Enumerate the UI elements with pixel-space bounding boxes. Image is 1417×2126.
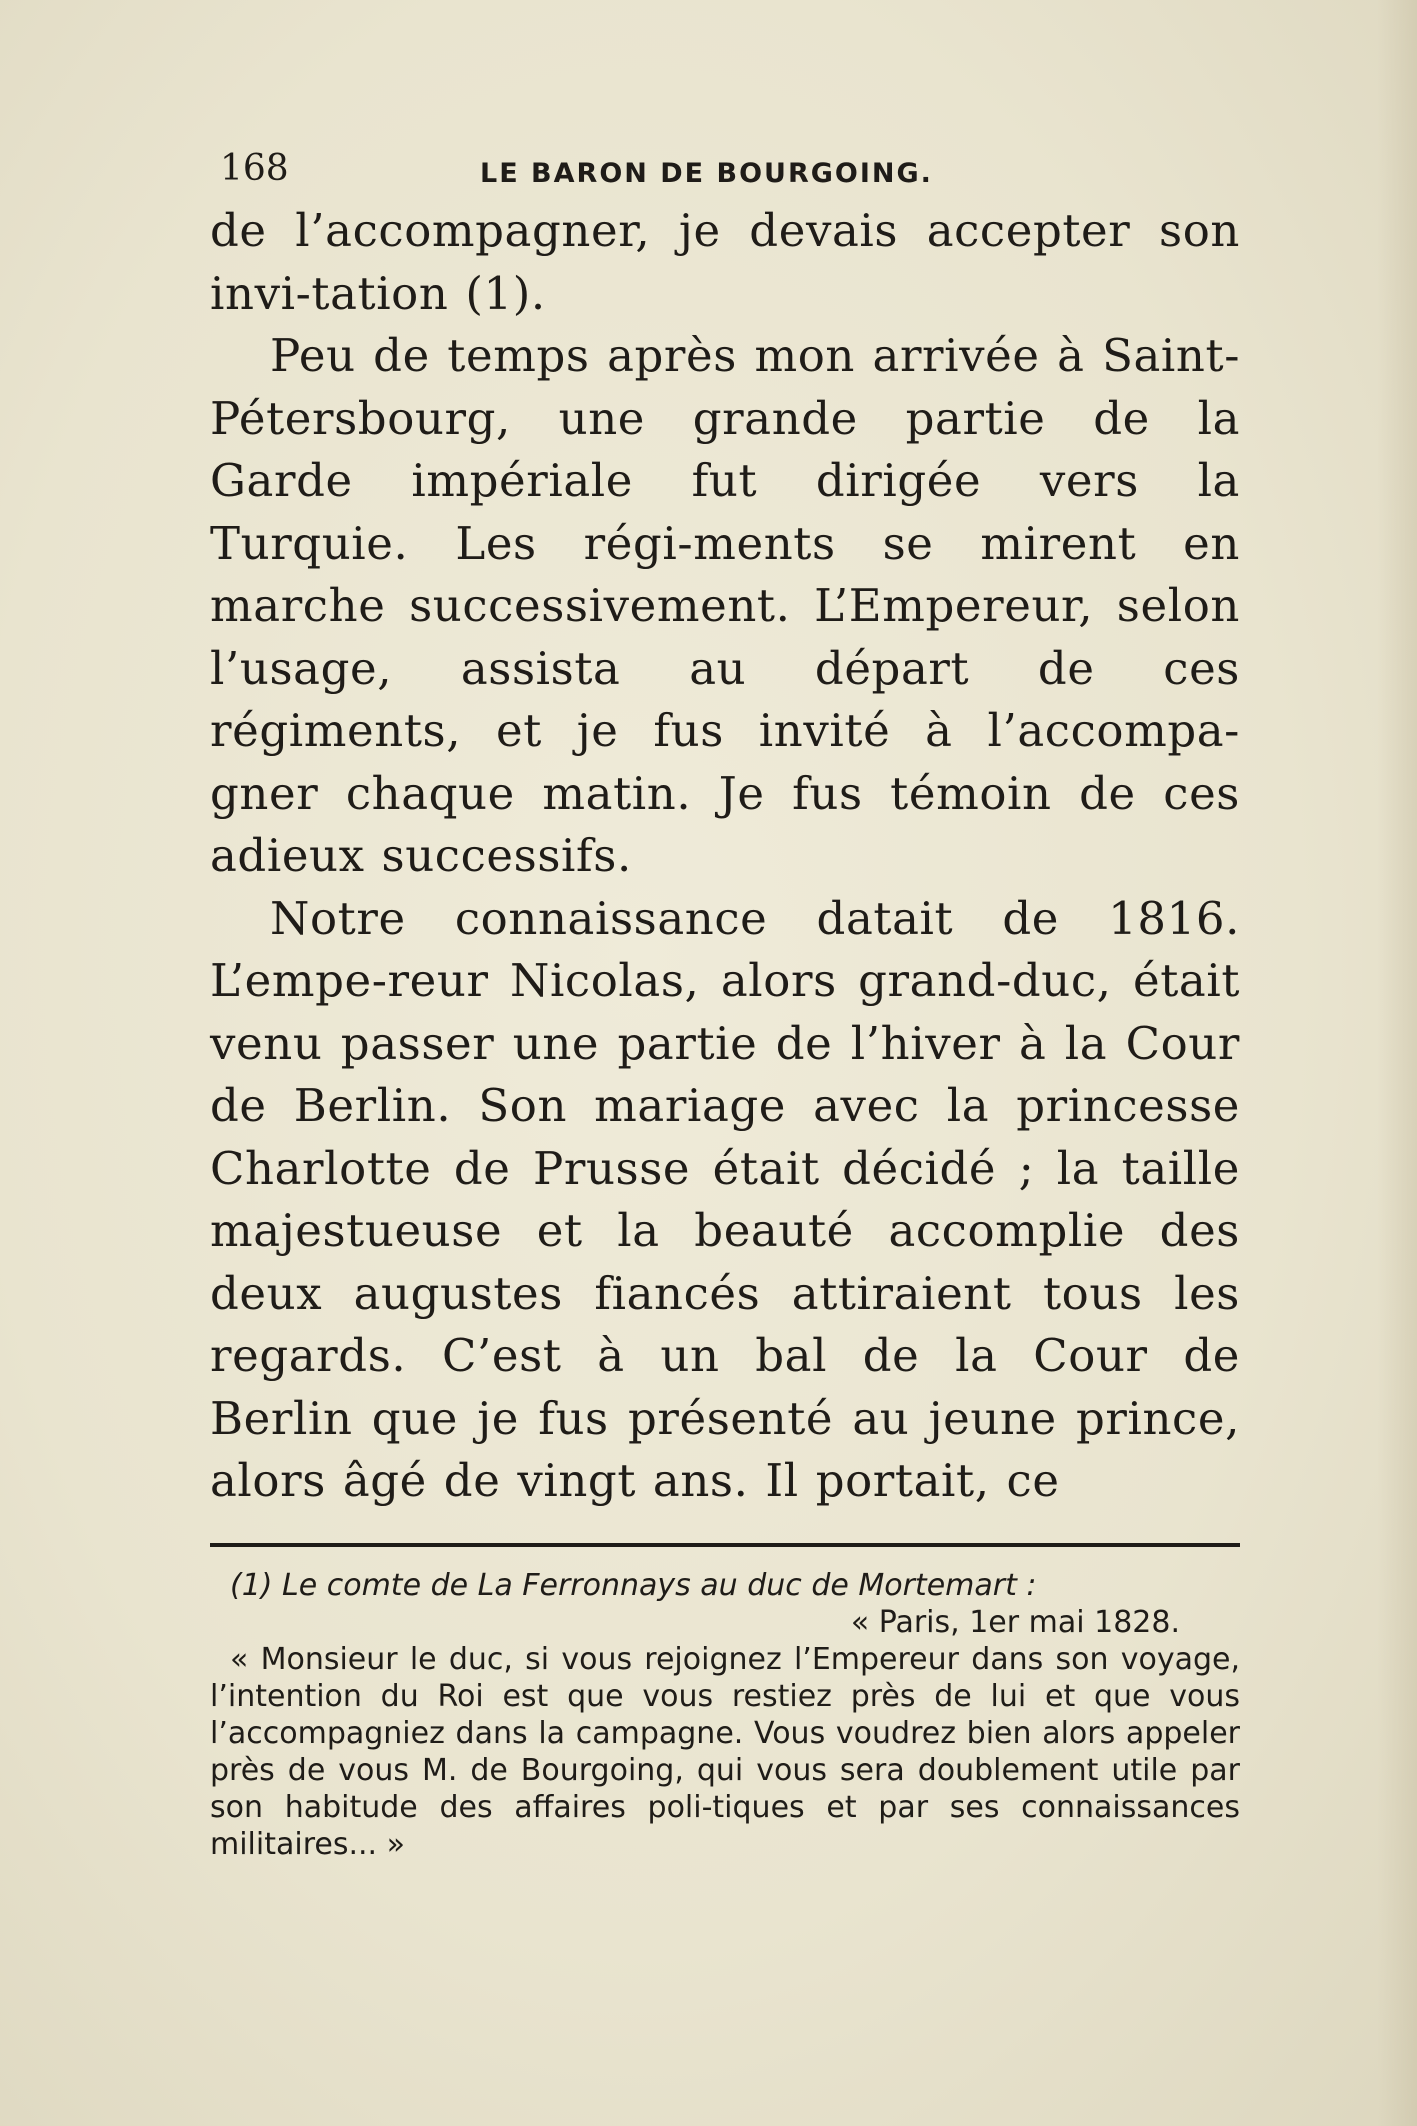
footnote [210,1567,1240,1863]
footnote-text: « Monsieur le duc, si vous rejoignez l’Empereur dans son voyage, l’intention du Roi est que vous restiez près de lui et que vous l’accompagniez dans la campagne. Vous voudrez bien alors appeler près de vous M. de Bourgoing, qui vous sera doublement utile par son habitude des affaires poli-tiques et par ses connaissances militaires... » [210,1641,1240,1862]
running-title: LE BARON DE BOURGOING. [480,158,933,189]
footnote-divider [210,1543,1240,1547]
paragraph: Notre connaissance datait de 1816. L’empe-reur Nicolas, alors grand-duc, était venu passer une partie de l’hiver à la Cour de Berlin. Son mariage avec la princesse Charlotte de Prusse était décidé ; la taille majestueuse et la beauté accomplie des deux augustes fiancés attiraient tous les regards. C’est à un bal de la Cour de Berlin que je fus présenté au jeune prince, alors âgé de vingt ans. Il portait, ce [210,891,1240,1507]
body-text [210,200,1240,1513]
text-block [210,140,1240,1863]
footnote-heading: (1) Le comte de La Ferronnays au duc de Mortemart : [230,1567,1037,1603]
paragraph: Peu de temps après mon arrivée à Saint-Pétersbourg, une grande partie de la Garde impériale fut dirigée vers la Turquie. Les régi-ments se mirent en marche successivement. L’Empereur, selon l’usage, assista au départ de ces régiments, et je fus invité à l’accompa-gner chaque matin. Je fus témoin de ces adieux successifs. [210,329,1240,882]
page-number: 168 [220,148,289,189]
paragraph: de l’accompagner, je devais accepter son invi-tation (1). [210,204,1240,320]
running-head [210,140,1240,200]
footnote-dateline: « Paris, 1er mai 1828. [850,1604,1180,1640]
